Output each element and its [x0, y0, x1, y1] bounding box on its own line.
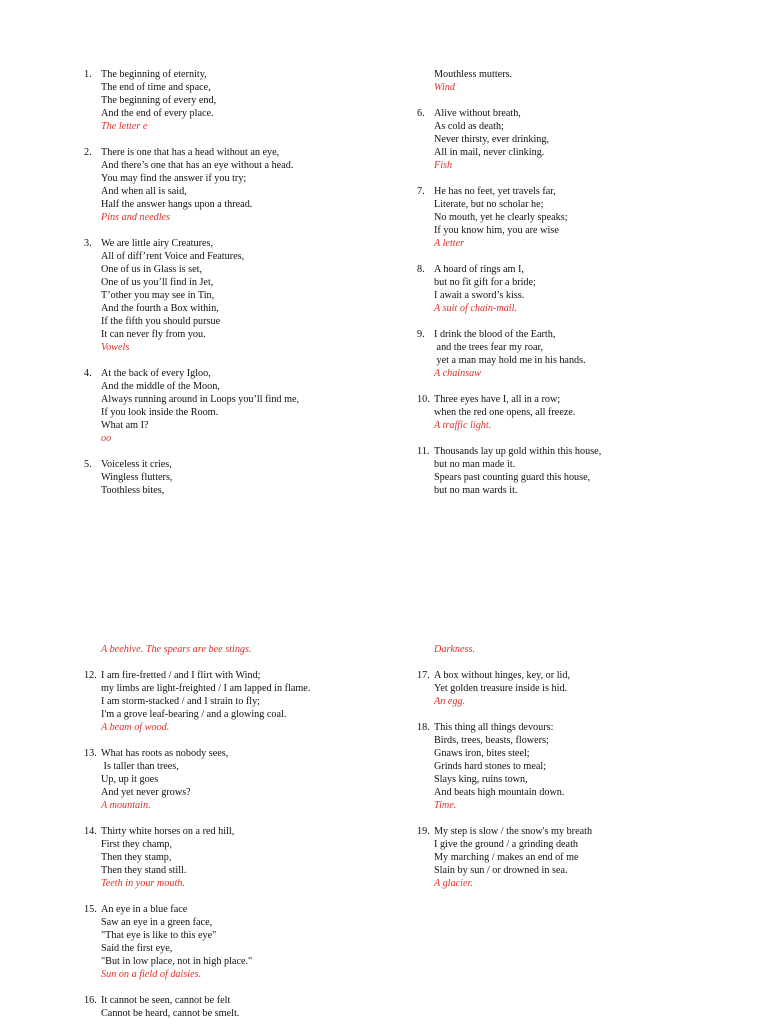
riddle-answer: Sun on a field of daisies. — [101, 969, 202, 980]
riddle-number: 9. — [417, 329, 425, 340]
riddle-line: T’other you may see in Tin, — [101, 290, 215, 301]
riddle-number: 15. — [84, 904, 97, 915]
riddle-line: Spears past counting guard this house, — [434, 472, 591, 483]
riddle-item — [417, 107, 717, 172]
carried-answer — [84, 643, 384, 656]
riddle-line: Always running around in Loops you’ll find me, — [101, 394, 300, 405]
riddle-answer: Darkness. — [434, 644, 476, 655]
riddle-item — [417, 721, 717, 812]
riddle-item — [417, 263, 717, 315]
riddle-item — [84, 903, 384, 981]
riddle-line: Gnaws iron, bites steel; — [434, 748, 530, 759]
riddle-number: 3. — [84, 238, 92, 249]
riddle-answer: A traffic light. — [434, 420, 492, 431]
riddle-answer: Teeth in your mouth. — [101, 878, 185, 889]
riddle-line: What has roots as nobody sees, — [101, 748, 229, 759]
riddle-line: Thirty white horses on a red hill, — [101, 826, 235, 837]
riddle-item — [84, 994, 384, 1020]
riddle-line: I'm a grove leaf-bearing / and a glowing coal. — [101, 709, 287, 720]
riddle-line: And when all is said, — [101, 186, 187, 197]
riddle-item — [417, 445, 717, 497]
riddle-number: 19. — [417, 826, 430, 837]
riddle-answer: A letter — [434, 238, 465, 249]
riddle-line: I am fire-fretted / and I flirt with Wind; — [101, 670, 261, 681]
riddle-line: And the middle of the Moon, — [101, 381, 220, 392]
riddle-line: Saw an eye in a green face, — [101, 917, 213, 928]
riddle-item — [417, 328, 717, 380]
riddle-line: If you know him, you are wise — [434, 225, 559, 236]
riddle-line: Slays king, ruins town, — [434, 774, 528, 785]
riddle-line: If you look inside the Room. — [101, 407, 219, 418]
riddle-answer: An egg. — [434, 696, 466, 707]
riddle-line: He has no feet, yet travels far, — [434, 186, 556, 197]
riddle-line: My marching / makes an end of me — [434, 852, 579, 863]
riddle-line: This thing all things devours: — [434, 722, 554, 733]
riddle-line: my limbs are light-freighted / I am lapped in flame. — [101, 683, 311, 694]
riddle-line: Toothless bites, — [101, 485, 165, 496]
riddle-answer: A glacier. — [434, 878, 473, 889]
riddle-line: And the fourth a Box within, — [101, 303, 219, 314]
riddle-line: Birds, trees, beasts, flowers; — [434, 735, 549, 746]
riddle-item — [417, 393, 717, 432]
riddle-item — [84, 68, 384, 133]
riddle-line: yet a man may hold me in his hands. — [434, 355, 586, 366]
riddle-line: The end of time and space, — [101, 82, 211, 93]
riddle-line: I await a sword’s kiss. — [434, 290, 525, 301]
riddle-line: Cannot be heard, cannot be smelt. — [101, 1008, 240, 1019]
riddle-line: All of diff’rent Voice and Features, — [101, 251, 245, 262]
riddle-line: "But in low place, not in high place." — [101, 956, 253, 967]
riddle-answer: A chainsaw — [434, 368, 482, 379]
riddle-line: The beginning of eternity, — [101, 69, 207, 80]
riddle-line: First they champ, — [101, 839, 173, 850]
riddle-number: 6. — [417, 108, 425, 119]
riddle-line: No mouth, yet he clearly speaks; — [434, 212, 568, 223]
riddle-line: An eye in a blue face — [101, 904, 188, 915]
riddle-number: 7. — [417, 186, 425, 197]
riddle-line: One of us in Glass is set, — [101, 264, 203, 275]
riddle-line: Slain by sun / or drowned in sea. — [434, 865, 568, 876]
riddle-line: Then they stamp, — [101, 852, 172, 863]
riddle-line: but no man made it. — [434, 459, 516, 470]
riddle-answer: A beam of wood. — [101, 722, 170, 733]
riddle-answer: oo — [101, 433, 112, 444]
riddle-answer: A suit of chain-mail. — [434, 303, 518, 314]
riddle-line: We are little airy Creatures, — [101, 238, 214, 249]
riddle-line: Is taller than trees, — [101, 761, 179, 772]
riddle-item — [84, 146, 384, 224]
riddle-line: when the red one opens, all freeze. — [434, 407, 576, 418]
riddle-answer: Fish — [434, 160, 453, 171]
riddle-item — [417, 669, 717, 708]
carried-answer — [417, 643, 717, 656]
riddle-line: "That eye is like to this eye" — [101, 930, 217, 941]
riddle-item — [84, 237, 384, 354]
riddle-line: I am storm-stacked / and I strain to fly; — [101, 696, 260, 707]
riddle-line: You may find the answer if you try; — [101, 173, 247, 184]
riddle-line: As cold as death; — [434, 121, 504, 132]
riddle-line: If the fifth you should pursue — [101, 316, 221, 327]
riddle-line: Up, up it goes — [101, 774, 159, 785]
riddle-item — [417, 185, 717, 250]
riddle-item — [417, 825, 717, 890]
riddle-line: And the end of every place. — [101, 108, 214, 119]
riddle-line: I give the ground / a grinding death — [434, 839, 579, 850]
riddle-list — [417, 669, 717, 890]
riddle-line: A hoard of rings am I, — [434, 264, 524, 275]
riddle-answer: Time. — [434, 800, 457, 811]
riddle-answer: The letter e — [101, 121, 148, 132]
page1-right-column — [417, 68, 717, 510]
riddle-line: Grinds hard stones to meal; — [434, 761, 547, 772]
riddle-line: Never thirsty, ever drinking, — [434, 134, 550, 145]
riddle-answer: A mountain. — [101, 800, 151, 811]
riddle-list — [417, 107, 717, 497]
riddle-number: 16. — [84, 995, 97, 1006]
riddle-number: 14. — [84, 826, 97, 837]
riddle-list — [84, 669, 384, 1020]
riddle-number: 2. — [84, 147, 92, 158]
riddle-line: A box without hinges, key, or lid, — [434, 670, 571, 681]
riddle-line: Half the answer hangs upon a thread. — [101, 199, 253, 210]
riddle-number: 4. — [84, 368, 92, 379]
riddle-line: Then they stand still. — [101, 865, 187, 876]
riddle-line: Three eyes have I, all in a row; — [434, 394, 561, 405]
riddle-line: Yet golden treasure inside is hid. — [434, 683, 568, 694]
riddle-answer: Vowels — [101, 342, 130, 353]
riddle-answer: Pins and needles — [101, 212, 171, 223]
riddle-line: Alive without breath, — [434, 108, 521, 119]
riddle-line: And there’s one that has an eye without a head. — [101, 160, 294, 171]
riddle-line: but no fit gift for a bride; — [434, 277, 536, 288]
riddle-line: Voiceless it cries, — [101, 459, 172, 470]
riddle-line: What am I? — [101, 420, 149, 431]
riddle-line: Thousands lay up gold within this house, — [434, 446, 602, 457]
riddle-number: 8. — [417, 264, 425, 275]
page2-left-column — [84, 643, 384, 1033]
riddle-number: 18. — [417, 722, 430, 733]
riddle-line: Said the first eye, — [101, 943, 173, 954]
riddle-answer: Wind — [434, 82, 455, 93]
riddle-line: Mouthless mutters. — [434, 69, 513, 80]
riddle-line: Wingless flutters, — [101, 472, 173, 483]
riddle-item — [84, 669, 384, 734]
riddle-line: but no man wards it. — [434, 485, 518, 496]
riddle-line: and the trees fear my roar, — [434, 342, 544, 353]
riddle-line: My step is slow / the snow's my breath — [434, 826, 593, 837]
page1-left-column — [84, 68, 384, 510]
riddle-line: It cannot be seen, cannot be felt — [101, 995, 231, 1006]
riddle-answer: A beehive. The spears are bee stings. — [101, 644, 252, 655]
riddle-item — [84, 367, 384, 445]
riddle-continuation — [417, 68, 717, 94]
riddle-line: Literate, but no scholar he; — [434, 199, 544, 210]
riddle-line: And beats high mountain down. — [434, 787, 565, 798]
riddle-number: 17. — [417, 670, 430, 681]
riddle-line: It can never fly from you. — [101, 329, 206, 340]
riddle-number: 13. — [84, 748, 97, 759]
riddle-line: There is one that has a head without an eye, — [101, 147, 280, 158]
riddle-item — [84, 747, 384, 812]
riddle-line: The beginning of every end, — [101, 95, 217, 106]
page2-right-column — [417, 643, 717, 903]
riddle-number: 5. — [84, 459, 92, 470]
riddle-line: One of us you’ll find in Jet, — [101, 277, 214, 288]
riddle-line: All in mail, never clinking. — [434, 147, 545, 158]
riddle-line: I drink the blood of the Earth, — [434, 329, 556, 340]
riddle-number: 12. — [84, 670, 97, 681]
riddle-line: At the back of every Igloo, — [101, 368, 211, 379]
riddle-item — [84, 825, 384, 890]
riddle-line: And yet never grows? — [101, 787, 191, 798]
riddle-number: 1. — [84, 69, 92, 80]
riddle-number: 10. — [417, 394, 430, 405]
riddle-item — [84, 458, 384, 497]
riddle-number: 11. — [417, 446, 430, 457]
